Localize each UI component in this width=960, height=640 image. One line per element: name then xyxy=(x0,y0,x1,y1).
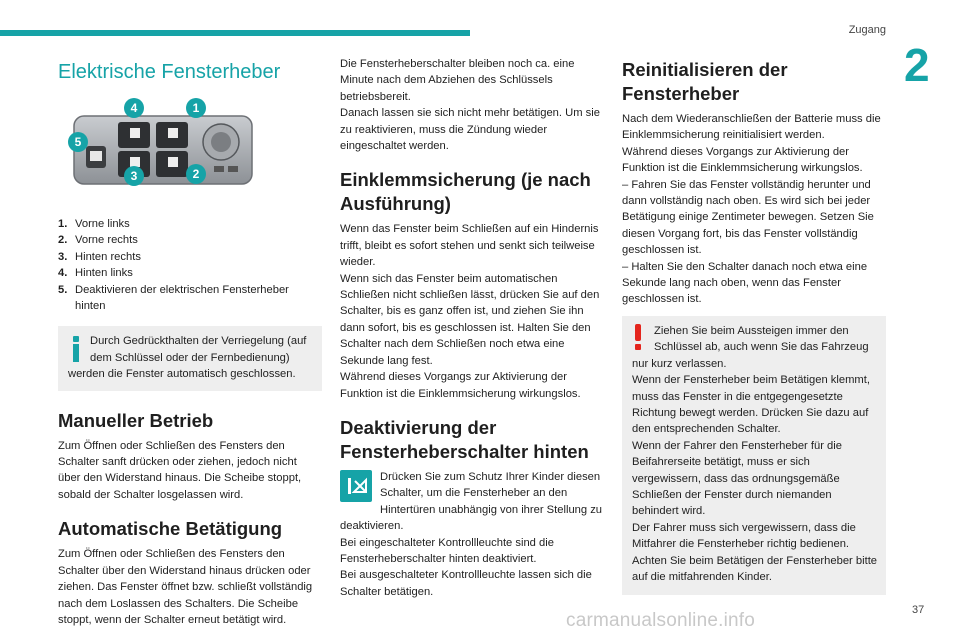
column-middle xyxy=(340,56,606,600)
info-box: Durch Gedrückthalten der Verriegelung (auf dem Schlüssel oder der Fernbedienung) werden die Fenster automatisch geschlossen. xyxy=(58,326,322,390)
automatic-operation-text: Zum Öffnen oder Schließen des Fensters den Schalter über den Widerstand hinaus drücken oder ziehen. Das Fenster öffnet bzw. schließt vollständig nach dem Loslassen des Schalters. Die Scheibe stoppt, wenn der Schalter erneut betätigt wird. xyxy=(58,548,313,626)
rear-switch-deactivation-heading: Deaktivierung der Fensterheberschalter hinten xyxy=(340,416,589,462)
paragraph: Drücken Sie zum Schutz Ihrer Kinder diesen Schalter, um die Fensterheber an den Hintertüren unabhängig von ihrer Stellung zu deaktivieren. xyxy=(340,470,603,533)
warning-icon xyxy=(634,324,642,350)
list-item: 4. Hinten links xyxy=(58,267,133,280)
paragraph: Nach dem Wiederanschließen der Batterie muss die Einklemmsicherung reinitialisiert werden. xyxy=(622,113,881,142)
section-title: Zugang xyxy=(848,24,886,36)
callout-2: 2 xyxy=(186,164,206,184)
column-left xyxy=(58,56,322,628)
list-item: 2. Vorne rechts xyxy=(58,234,138,247)
automatic-operation-heading: Automatische Betätigung xyxy=(58,518,283,540)
manual-operation-text: Zum Öffnen oder Schließen des Fensters den Schalter sanft drücken oder ziehen, jedoch nicht über den Widerstand hinaus. Die Scheibe stoppt, sobald der Schalter losgelassen wird. xyxy=(58,439,302,501)
switch-legend-list xyxy=(58,216,322,314)
paragraph: – Halten Sie den Schalter danach noch etwa eine Sekunde lang nach oben, wenn das Fenster geschlossen ist. xyxy=(622,260,868,306)
rear-window-lock-icon xyxy=(340,470,372,502)
paragraph: Wenn das Fenster beim Schließen auf ein Hindernis trifft, bleibt es sofort stehen und senkt sich teilweise wieder. xyxy=(340,223,599,269)
pinch-protection-heading: Einklemmsicherung (je nach Ausführung) xyxy=(340,169,591,215)
paragraph: Bei ausgeschalteter Kontrollleuchte lassen sich die Schalter betätigen. xyxy=(340,569,592,598)
paragraph: – Fahren Sie das Fenster vollständig herunter und dann vollständig nach oben. Es wird sich bei jeder Betätigung einige Zentimeter bewegen. Setzen Sie diesen Vorgang fort, bis das Fenster vollständig geschlossen ist. xyxy=(622,178,874,257)
paragraph: Bei eingeschalteter Kontrollleuchte sind die Fensterheberschalter hinten deaktiviert. xyxy=(340,536,554,565)
callout-1: 1 xyxy=(186,98,206,118)
chapter-number: 2 xyxy=(904,39,930,91)
page-number: 37 xyxy=(912,604,925,616)
reinitialisation-heading: Reinitialisieren der Fensterheber xyxy=(622,59,788,104)
callout-5: 5 xyxy=(68,132,88,152)
paragraph: Während dieses Vorgangs zur Aktivierung der Funktion ist die Einklemmsicherung wirkungslos. xyxy=(340,371,581,400)
paragraph: Danach lassen sie sich nicht mehr betätigen. Um sie zu reaktivieren, muss die Zündung wieder eingeschaltet werden. xyxy=(340,107,600,153)
manual-operation-heading: Manueller Betrieb xyxy=(58,409,214,431)
info-icon xyxy=(72,336,80,362)
deactivation-block xyxy=(340,469,606,600)
paragraph: Während dieses Vorgangs zur Aktivierung der Funktion ist die Einklemmsicherung wirkungslos. xyxy=(622,145,863,175)
column-right xyxy=(622,56,886,595)
window-switch-panel-illustration xyxy=(66,94,256,194)
page-title: Elektrische Fensterheber xyxy=(58,61,281,83)
callout-4: 4 xyxy=(124,98,144,118)
paragraph: Die Fensterheberschalter bleiben noch ca. eine Minute nach dem Abziehen des Schlüssels betriebsbereit. xyxy=(340,58,575,103)
watermark: carmanualsonline.info xyxy=(566,610,756,631)
list-item: 3. Hinten rechts xyxy=(58,250,141,263)
paragraph: Wenn sich das Fenster beim automatischen Schließen nicht schließen lässt, drücken Sie auf den Schalter, bis es ganz offen ist, und ziehen Sie ihn dann sofort, bis es geschlossen ist. Halten Sie den Schalter nach dem Schließen noch etwa eine Sekunde lang fest. xyxy=(340,272,600,367)
header-accent-bar xyxy=(0,30,470,36)
warning-box: Ziehen Sie beim Aussteigen immer den Schlüssel ab, auch wenn Sie das Fahrzeug nur kurz verlassen. Wenn der Fensterheber beim Betätigen klemmt, muss das Fenster in die entgegengesetzte Richtung bewegt werden. Drücken Sie dazu auf den entsprechenden Schalter. Wenn der Fahrer den Fensterheber für die Beifahrerseite betätigt, muss er sich vergewissern, dass das ordnungsgemäße Schließen der Fenster durch niemanden behindert wird. Der Fahrer muss sich vergewissern, dass die Mitfahrer die Fensterheber richtig bedienen. Achten Sie beim Betätigen der Fensterheber bitte auf die mitfahrenden Kinder. xyxy=(622,316,886,596)
list-item: 5. Deaktivieren der elektrischen Fensterheber hinten xyxy=(58,283,289,313)
list-item: 1. Vorne links xyxy=(58,218,130,230)
callout-3: 3 xyxy=(124,166,144,186)
